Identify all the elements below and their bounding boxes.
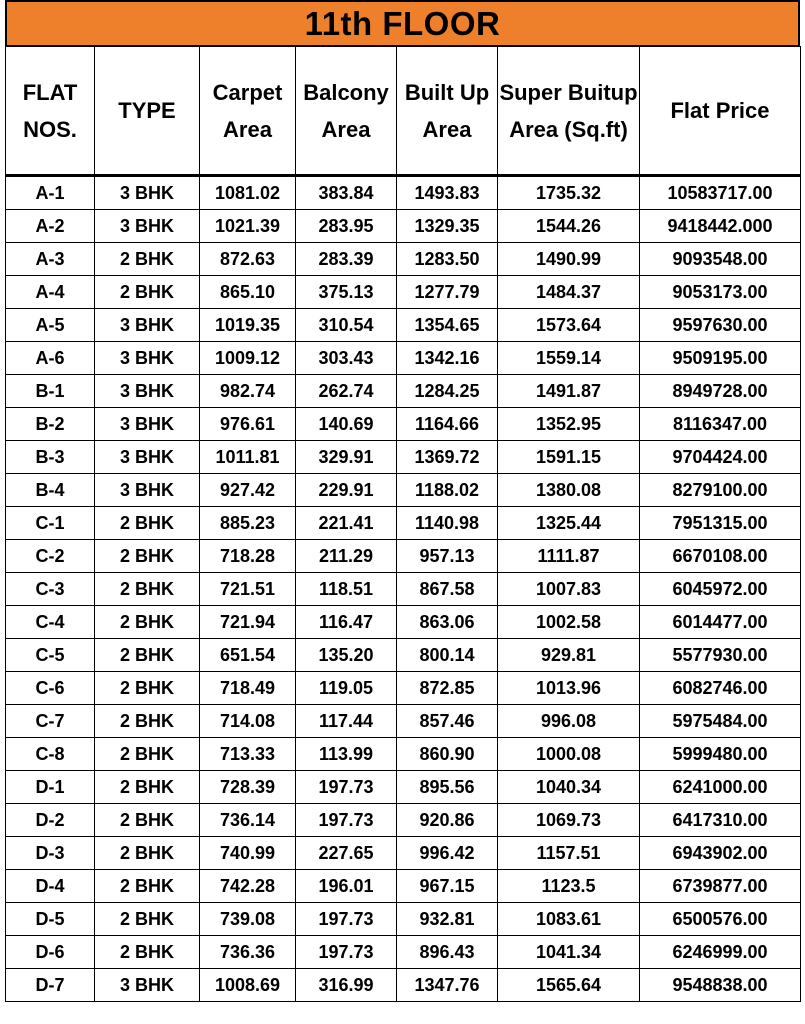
flat-price-cell: 6500576.00 xyxy=(640,903,801,936)
table-row xyxy=(6,474,801,507)
carpet-area-cell: 976.61 xyxy=(200,408,296,441)
flat-price-cell: 9509195.00 xyxy=(640,342,801,375)
carpet-area-cell: 927.42 xyxy=(200,474,296,507)
table-row xyxy=(6,903,801,936)
built-up-area-cell: 867.58 xyxy=(397,573,498,606)
flat-number-cell: B-1 xyxy=(6,375,95,408)
header-row xyxy=(6,47,801,176)
flat-price-cell: 8116347.00 xyxy=(640,408,801,441)
super-builtup-area-cell: 996.08 xyxy=(498,705,640,738)
carpet-area-cell: 721.51 xyxy=(200,573,296,606)
balcony-area-cell: 283.95 xyxy=(296,210,397,243)
flat-price-cell: 8279100.00 xyxy=(640,474,801,507)
super-builtup-area-cell: 1041.34 xyxy=(498,936,640,969)
table-row xyxy=(6,738,801,771)
flat-number-cell: C-1 xyxy=(6,507,95,540)
carpet-area-cell: 651.54 xyxy=(200,639,296,672)
balcony-area-cell: 140.69 xyxy=(296,408,397,441)
flat-type-cell: 3 BHK xyxy=(95,969,200,1002)
flat-price-cell: 9093548.00 xyxy=(640,243,801,276)
flat-type-cell: 3 BHK xyxy=(95,309,200,342)
balcony-area-cell: 118.51 xyxy=(296,573,397,606)
super-builtup-area-cell: 1083.61 xyxy=(498,903,640,936)
flat-number-cell: D-4 xyxy=(6,870,95,903)
built-up-area-cell: 920.86 xyxy=(397,804,498,837)
table-row xyxy=(6,309,801,342)
carpet-area-cell: 713.33 xyxy=(200,738,296,771)
flat-type-cell: 3 BHK xyxy=(95,210,200,243)
table-row xyxy=(6,375,801,408)
flat-price-table xyxy=(5,46,801,1002)
flat-number-cell: C-2 xyxy=(6,540,95,573)
table-row xyxy=(6,672,801,705)
flat-type-cell: 2 BHK xyxy=(95,705,200,738)
column-header-text: NOS. xyxy=(23,116,77,142)
super-builtup-area-cell: 1000.08 xyxy=(498,738,640,771)
flat-price-cell: 9704424.00 xyxy=(640,441,801,474)
balcony-area-cell: 135.20 xyxy=(296,639,397,672)
table-row xyxy=(6,210,801,243)
carpet-area-cell: 742.28 xyxy=(200,870,296,903)
built-up-area-header xyxy=(397,47,498,176)
flat-type-cell: 3 BHK xyxy=(95,474,200,507)
flat-number-cell: C-4 xyxy=(6,606,95,639)
carpet-area-cell: 736.14 xyxy=(200,804,296,837)
flat-type-cell: 2 BHK xyxy=(95,276,200,309)
balcony-area-cell: 221.41 xyxy=(296,507,397,540)
built-up-area-cell: 1164.66 xyxy=(397,408,498,441)
flat-price-cell: 8949728.00 xyxy=(640,375,801,408)
flat-price-cell: 9597630.00 xyxy=(640,309,801,342)
flat-number-cell: A-1 xyxy=(6,176,95,210)
column-header-text: Built Up xyxy=(404,79,490,105)
flat-number-cell: C-6 xyxy=(6,672,95,705)
table-row xyxy=(6,507,801,540)
carpet-area-cell: 1081.02 xyxy=(200,176,296,210)
flat-number-cell: C-3 xyxy=(6,573,95,606)
flat-type-cell: 2 BHK xyxy=(95,804,200,837)
flat-type-cell: 3 BHK xyxy=(95,375,200,408)
carpet-area-header xyxy=(200,47,296,176)
built-up-area-cell: 957.13 xyxy=(397,540,498,573)
column-header-text: Super Buitup xyxy=(499,79,638,105)
flat-number-cell: A-6 xyxy=(6,342,95,375)
super-builtup-area-cell: 1040.34 xyxy=(498,771,640,804)
flat-type-cell: 2 BHK xyxy=(95,771,200,804)
carpet-area-cell: 1021.39 xyxy=(200,210,296,243)
flat-price-cell: 6670108.00 xyxy=(640,540,801,573)
super-builtup-area-cell: 1591.15 xyxy=(498,441,640,474)
column-header-text: Flat Price xyxy=(670,98,770,123)
carpet-area-cell: 736.36 xyxy=(200,936,296,969)
flat-number-cell: A-2 xyxy=(6,210,95,243)
super-builtup-area-cell: 1735.32 xyxy=(498,176,640,210)
balcony-area-header xyxy=(296,47,397,176)
flat-price-cell: 9418442.000 xyxy=(640,210,801,243)
flat-price-cell: 6014477.00 xyxy=(640,606,801,639)
super-builtup-area-cell: 1002.58 xyxy=(498,606,640,639)
table-row xyxy=(6,342,801,375)
column-header-text: Balcony xyxy=(303,79,389,105)
carpet-area-cell: 740.99 xyxy=(200,837,296,870)
flat-number-cell: A-5 xyxy=(6,309,95,342)
super-builtup-area-cell: 1069.73 xyxy=(498,804,640,837)
balcony-area-cell: 329.91 xyxy=(296,441,397,474)
super-builtup-area-cell: 1352.95 xyxy=(498,408,640,441)
balcony-area-cell: 227.65 xyxy=(296,837,397,870)
column-header-text: Carpet xyxy=(212,79,283,105)
super-builtup-area-cell: 1013.96 xyxy=(498,672,640,705)
carpet-area-cell: 1008.69 xyxy=(200,969,296,1002)
table-body xyxy=(6,176,801,1002)
flat-price-cell: 6417310.00 xyxy=(640,804,801,837)
flat-number-cell: B-4 xyxy=(6,474,95,507)
flat-number-cell: B-2 xyxy=(6,408,95,441)
flat-type-cell: 2 BHK xyxy=(95,672,200,705)
super-builtup-area-cell: 1157.51 xyxy=(498,837,640,870)
flat-price-cell: 6943902.00 xyxy=(640,837,801,870)
built-up-area-cell: 896.43 xyxy=(397,936,498,969)
table-row xyxy=(6,771,801,804)
flat-type-cell: 3 BHK xyxy=(95,441,200,474)
column-header-text: Area xyxy=(223,116,272,142)
column-header-text: Area xyxy=(321,116,371,142)
flat-number-cell: C-7 xyxy=(6,705,95,738)
flat-type-cell: 2 BHK xyxy=(95,738,200,771)
flat-number-cell: D-1 xyxy=(6,771,95,804)
flat-price-cell: 6045972.00 xyxy=(640,573,801,606)
table-row xyxy=(6,870,801,903)
table-row xyxy=(6,408,801,441)
floor-price-sheet xyxy=(5,0,800,1002)
built-up-area-cell: 1347.76 xyxy=(397,969,498,1002)
flat-number-cell: A-3 xyxy=(6,243,95,276)
balcony-area-cell: 375.13 xyxy=(296,276,397,309)
super-builtup-area-cell: 1565.64 xyxy=(498,969,640,1002)
super-builtup-area-cell: 1484.37 xyxy=(498,276,640,309)
built-up-area-cell: 860.90 xyxy=(397,738,498,771)
flat-type-cell: 2 BHK xyxy=(95,606,200,639)
flat-type-cell: 2 BHK xyxy=(95,573,200,606)
balcony-area-cell: 303.43 xyxy=(296,342,397,375)
flat-price-cell: 6082746.00 xyxy=(640,672,801,705)
flat-number-cell: B-3 xyxy=(6,441,95,474)
carpet-area-cell: 865.10 xyxy=(200,276,296,309)
flat-type-cell: 2 BHK xyxy=(95,903,200,936)
carpet-area-cell: 1019.35 xyxy=(200,309,296,342)
flat-price-cell: 5577930.00 xyxy=(640,639,801,672)
built-up-area-cell: 1354.65 xyxy=(397,309,498,342)
carpet-area-cell: 718.49 xyxy=(200,672,296,705)
flat-type-cell: 2 BHK xyxy=(95,507,200,540)
balcony-area-cell: 116.47 xyxy=(296,606,397,639)
table-row xyxy=(6,276,801,309)
carpet-area-cell: 718.28 xyxy=(200,540,296,573)
built-up-area-cell: 895.56 xyxy=(397,771,498,804)
built-up-area-cell: 1188.02 xyxy=(397,474,498,507)
carpet-area-cell: 721.94 xyxy=(200,606,296,639)
balcony-area-cell: 197.73 xyxy=(296,804,397,837)
built-up-area-cell: 1277.79 xyxy=(397,276,498,309)
flat-number-cell: C-5 xyxy=(6,639,95,672)
super-builtup-area-cell: 1559.14 xyxy=(498,342,640,375)
table-row xyxy=(6,176,801,210)
carpet-area-cell: 885.23 xyxy=(200,507,296,540)
balcony-area-cell: 383.84 xyxy=(296,176,397,210)
flat-price-cell: 5975484.00 xyxy=(640,705,801,738)
flat-price-cell: 6739877.00 xyxy=(640,870,801,903)
super-builtup-area-cell: 1325.44 xyxy=(498,507,640,540)
flat-price-cell: 7951315.00 xyxy=(640,507,801,540)
flat-number-cell: D-3 xyxy=(6,837,95,870)
built-up-area-cell: 967.15 xyxy=(397,870,498,903)
carpet-area-cell: 714.08 xyxy=(200,705,296,738)
carpet-area-cell: 1009.12 xyxy=(200,342,296,375)
table-row xyxy=(6,639,801,672)
flat-type-cell: 2 BHK xyxy=(95,243,200,276)
flat-type-cell: 2 BHK xyxy=(95,936,200,969)
flat-number-cell: D-6 xyxy=(6,936,95,969)
built-up-area-cell: 1342.16 xyxy=(397,342,498,375)
flat-type-cell: 3 BHK xyxy=(95,342,200,375)
balcony-area-cell: 117.44 xyxy=(296,705,397,738)
balcony-area-cell: 119.05 xyxy=(296,672,397,705)
table-row xyxy=(6,804,801,837)
built-up-area-cell: 1329.35 xyxy=(397,210,498,243)
built-up-area-cell: 1284.25 xyxy=(397,375,498,408)
flat-type-cell: 3 BHK xyxy=(95,408,200,441)
flat-price-cell: 5999480.00 xyxy=(640,738,801,771)
flat-number-cell: A-4 xyxy=(6,276,95,309)
super-builtup-area-cell: 929.81 xyxy=(498,639,640,672)
balcony-area-cell: 113.99 xyxy=(296,738,397,771)
flat-number-cell: C-8 xyxy=(6,738,95,771)
balcony-area-cell: 316.99 xyxy=(296,969,397,1002)
balcony-area-cell: 310.54 xyxy=(296,309,397,342)
table-row xyxy=(6,573,801,606)
flat-price-cell: 10583717.00 xyxy=(640,176,801,210)
table-row xyxy=(6,540,801,573)
flat-number-cell: D-7 xyxy=(6,969,95,1002)
flat-type-cell: 3 BHK xyxy=(95,176,200,210)
carpet-area-cell: 982.74 xyxy=(200,375,296,408)
carpet-area-cell: 1011.81 xyxy=(200,441,296,474)
super-builtup-area-cell: 1123.5 xyxy=(498,870,640,903)
balcony-area-cell: 283.39 xyxy=(296,243,397,276)
floor-title: 11th FLOOR xyxy=(5,0,800,46)
super-builtup-area-cell: 1007.83 xyxy=(498,573,640,606)
built-up-area-cell: 863.06 xyxy=(397,606,498,639)
table-row xyxy=(6,606,801,639)
flat-price-cell: 6241000.00 xyxy=(640,771,801,804)
flat-price-cell: 6246999.00 xyxy=(640,936,801,969)
super-builtup-area-header xyxy=(498,47,640,176)
table-row xyxy=(6,705,801,738)
super-builtup-area-cell: 1380.08 xyxy=(498,474,640,507)
flat-price-cell: 9053173.00 xyxy=(640,276,801,309)
built-up-area-cell: 1493.83 xyxy=(397,176,498,210)
balcony-area-cell: 229.91 xyxy=(296,474,397,507)
table-header xyxy=(6,47,801,176)
carpet-area-cell: 728.39 xyxy=(200,771,296,804)
flat-type-cell: 2 BHK xyxy=(95,870,200,903)
balcony-area-cell: 262.74 xyxy=(296,375,397,408)
flat-price-cell: 9548838.00 xyxy=(640,969,801,1002)
table-row xyxy=(6,837,801,870)
built-up-area-cell: 1283.50 xyxy=(397,243,498,276)
super-builtup-area-cell: 1490.99 xyxy=(498,243,640,276)
column-header-text: Area xyxy=(422,116,472,142)
flat-price-header xyxy=(640,47,801,176)
balcony-area-cell: 211.29 xyxy=(296,540,397,573)
super-builtup-area-cell: 1111.87 xyxy=(498,540,640,573)
flat-number-cell: D-2 xyxy=(6,804,95,837)
table-row xyxy=(6,441,801,474)
built-up-area-cell: 872.85 xyxy=(397,672,498,705)
balcony-area-cell: 197.73 xyxy=(296,771,397,804)
column-header-text: FLAT xyxy=(22,79,78,105)
table-row xyxy=(6,969,801,1002)
flat-nos-header xyxy=(6,47,95,176)
column-header-text: TYPE xyxy=(118,98,176,123)
built-up-area-cell: 1140.98 xyxy=(397,507,498,540)
carpet-area-cell: 739.08 xyxy=(200,903,296,936)
built-up-area-cell: 996.42 xyxy=(397,837,498,870)
table-row xyxy=(6,936,801,969)
built-up-area-cell: 857.46 xyxy=(397,705,498,738)
super-builtup-area-cell: 1544.26 xyxy=(498,210,640,243)
flat-type-cell: 2 BHK xyxy=(95,837,200,870)
balcony-area-cell: 197.73 xyxy=(296,903,397,936)
carpet-area-cell: 872.63 xyxy=(200,243,296,276)
table-row xyxy=(6,243,801,276)
built-up-area-cell: 932.81 xyxy=(397,903,498,936)
built-up-area-cell: 1369.72 xyxy=(397,441,498,474)
flat-number-cell: D-5 xyxy=(6,903,95,936)
built-up-area-cell: 800.14 xyxy=(397,639,498,672)
super-builtup-area-cell: 1573.64 xyxy=(498,309,640,342)
flat-type-cell: 2 BHK xyxy=(95,639,200,672)
balcony-area-cell: 197.73 xyxy=(296,936,397,969)
column-header-text: Area (Sq.ft) xyxy=(509,116,628,142)
flat-type-cell: 2 BHK xyxy=(95,540,200,573)
type-header xyxy=(95,47,200,176)
super-builtup-area-cell: 1491.87 xyxy=(498,375,640,408)
balcony-area-cell: 196.01 xyxy=(296,870,397,903)
